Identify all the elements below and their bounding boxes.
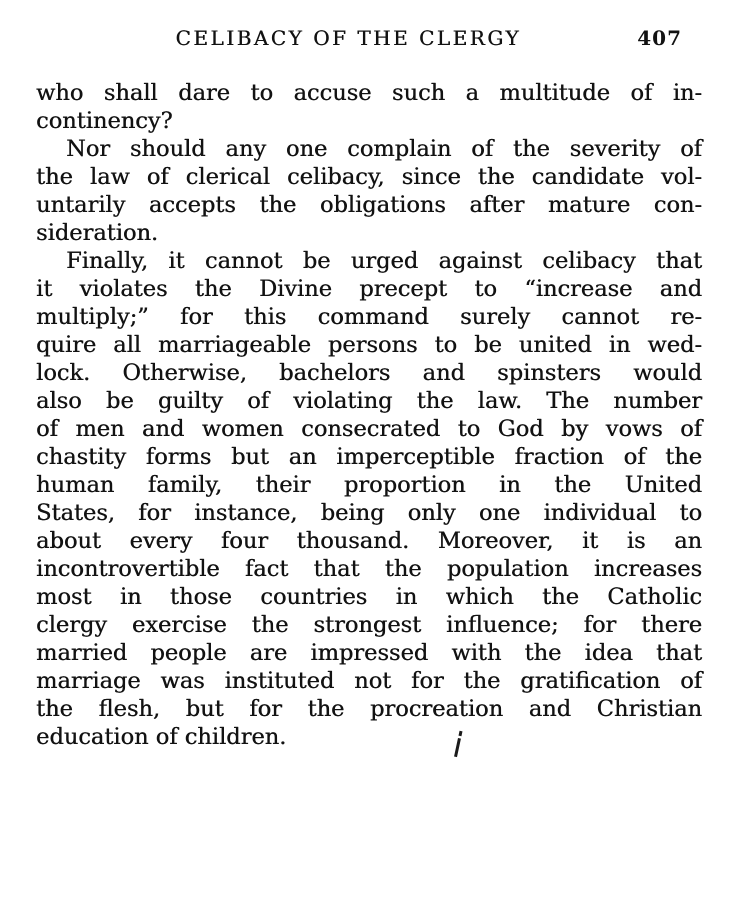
text-line: chastity forms but an imperceptible fraction of the xyxy=(36,444,702,470)
text-line: multiply;” for this command surely cannot re- xyxy=(36,304,702,330)
ink-fleck xyxy=(459,731,463,737)
text-line: most in those countries in which the Catholic xyxy=(36,584,702,610)
text-line: the law of clerical celibacy, since the candidate vol- xyxy=(36,164,702,190)
stray-ink-mark xyxy=(452,731,464,759)
text-line: who shall dare to accuse such a multitude of in- xyxy=(36,80,702,106)
ink-stroke xyxy=(454,738,460,757)
text-line: States, for instance, being only one individual to xyxy=(36,500,702,526)
text-line: the flesh, but for the procreation and Christian xyxy=(36,696,702,722)
text-line: continency? xyxy=(36,108,173,134)
text-line: Nor should any one complain of the severity of xyxy=(66,136,702,162)
text-line: human family, their proportion in the United xyxy=(36,472,702,498)
text-line: lock. Otherwise, bachelors and spinsters would xyxy=(36,360,702,386)
text-line: sideration. xyxy=(36,220,159,246)
text-line: Finally, it cannot be urged against celibacy that xyxy=(66,248,702,274)
page-number: 407 xyxy=(637,26,682,50)
text-line: quire all marriageable persons to be united in wed- xyxy=(36,332,702,358)
text-line: also be guilty of violating the law. The number xyxy=(36,388,702,414)
text-line: about every four thousand. Moreover, it is an xyxy=(36,528,702,554)
text-line: of men and women consecrated to God by vows of xyxy=(36,416,702,442)
body-text xyxy=(36,79,702,751)
text-line: marriage was instituted not for the gratification of xyxy=(36,668,702,694)
text-line: it violates the Divine precept to “increase and xyxy=(36,276,702,302)
text-line: clergy exercise the strongest influence; for there xyxy=(36,612,702,638)
running-head xyxy=(36,26,702,52)
text-line: untarily accepts the obligations after mature con- xyxy=(36,192,702,218)
text-line: incontrovertible fact that the population increases xyxy=(36,556,702,582)
text-line: education of children. xyxy=(36,724,287,750)
chapter-title: CELIBACY OF THE CLERGY xyxy=(175,26,522,50)
text-line: married people are impressed with the idea that xyxy=(36,640,702,666)
